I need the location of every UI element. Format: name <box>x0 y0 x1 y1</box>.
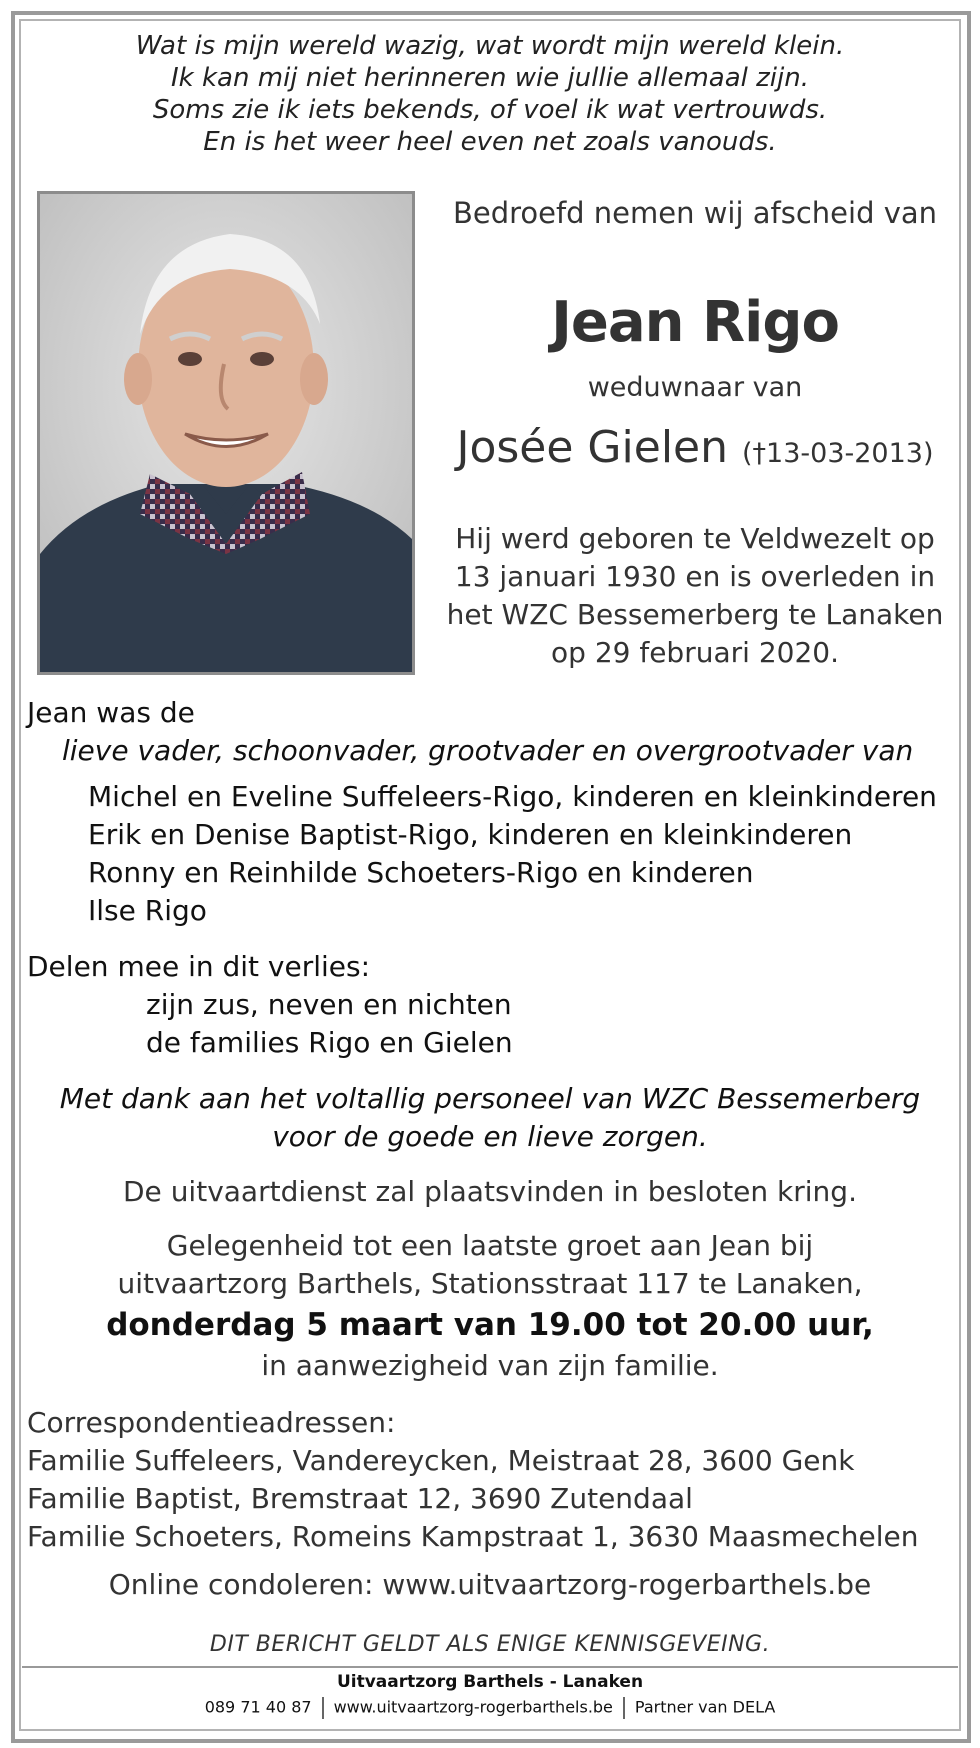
farewell-line: Gelegenheid tot een laatste groet aan Jean bij <box>166 1229 814 1262</box>
correspondence-title: Correspondentieadressen: <box>27 1406 396 1439</box>
intro-text: Bedroefd nemen wij afscheid van <box>452 196 938 230</box>
spouse-line <box>430 422 960 473</box>
address-line: Familie Schoeters, Romeins Kampstraat 1, 3630 Maasmechelen <box>27 1520 919 1553</box>
correspondence-block <box>27 1404 918 1556</box>
thanks-text <box>0 1080 980 1156</box>
poem <box>0 30 980 158</box>
birth-line: op 29 februari 2020. <box>551 636 839 669</box>
footer-phone: 089 71 40 87 <box>204 1697 312 1717</box>
farewell-line: uitvaartzorg Barthels, Stationsstraat 117 te Lanaken, <box>117 1267 863 1300</box>
thanks-line: Met dank aan het voltallig personeel van WZC Bessemerberg <box>59 1082 921 1115</box>
birth-line: Hij werd geboren te Veldwezelt op <box>455 522 935 555</box>
share-list <box>146 986 513 1062</box>
share-intro: Delen mee in dit verlies: <box>27 950 371 983</box>
footer-partner: Partner van DELA <box>634 1697 776 1717</box>
birth-line: 13 januari 1930 en is overleden in <box>454 560 936 593</box>
family-role: lieve vader, schoonvader, grootvader en overgrootvader van <box>62 734 914 767</box>
birth-line: het WZC Bessemerberg te Lanaken <box>446 598 944 631</box>
portrait-photo <box>37 191 415 675</box>
footer-website[interactable]: www.uitvaartzorg-rogerbarthels.be <box>333 1697 613 1717</box>
online-condolence: Online condoleren: www.uitvaartzorg-rogerbarthels.be <box>108 1568 872 1601</box>
thanks-line: voor de goede en lieve zorgen. <box>272 1120 708 1153</box>
footer-company: Uitvaartzorg Barthels - Lanaken <box>336 1672 644 1692</box>
notice-text: DIT BERICHT GELDT ALS ENIGE KENNISGEVEING. <box>209 1632 771 1657</box>
widower-label: weduwnaar van <box>587 372 803 403</box>
poem-line: Soms zie ik iets bekends, of voel ik wat vertrouwds. <box>152 95 828 125</box>
address-line: Familie Suffeleers, Vandereycken, Meistraat 28, 3600 Genk <box>27 1444 855 1477</box>
share-line: de families Rigo en Gielen <box>146 1026 513 1059</box>
deceased-name: Jean Rigo <box>551 290 839 355</box>
farewell-datetime: donderdag 5 maart van 19.00 tot 20.00 uur, <box>106 1307 874 1343</box>
poem-line: Ik kan mij niet herinneren wie jullie allemaal zijn. <box>171 63 809 93</box>
birth-death-text <box>430 520 960 672</box>
address-line: Familie Baptist, Bremstraat 12, 3690 Zutendaal <box>27 1482 693 1515</box>
child-line: Ronny en Reinhilde Schoeters-Rigo en kinderen <box>88 856 754 889</box>
child-line: Ilse Rigo <box>88 894 207 927</box>
footer-separator <box>623 1697 625 1719</box>
farewell-block <box>0 1227 980 1385</box>
service-text: De uitvaartdienst zal plaatsvinden in besloten kring. <box>123 1175 857 1208</box>
spouse-death-date: (†13-03-2013) <box>742 438 934 469</box>
children-list <box>88 778 937 930</box>
share-line: zijn zus, neven en nichten <box>146 988 512 1021</box>
child-line: Erik en Denise Baptist-Rigo, kinderen en kleinkinderen <box>88 818 853 851</box>
footer-separator <box>322 1697 324 1719</box>
poem-line: Wat is mijn wereld wazig, wat wordt mijn wereld klein. <box>135 31 845 61</box>
footer-divider <box>22 1666 958 1668</box>
child-line: Michel en Eveline Suffeleers-Rigo, kinderen en kleinkinderen <box>88 780 937 813</box>
family-intro: Jean was de <box>27 696 195 729</box>
farewell-line: in aanwezigheid van zijn familie. <box>261 1349 719 1382</box>
portrait-illustration <box>40 194 412 672</box>
footer-info <box>0 1697 980 1719</box>
poem-line: En is het weer heel even net zoals vanouds. <box>203 127 777 157</box>
spouse-name: Josée Gielen <box>456 422 729 473</box>
